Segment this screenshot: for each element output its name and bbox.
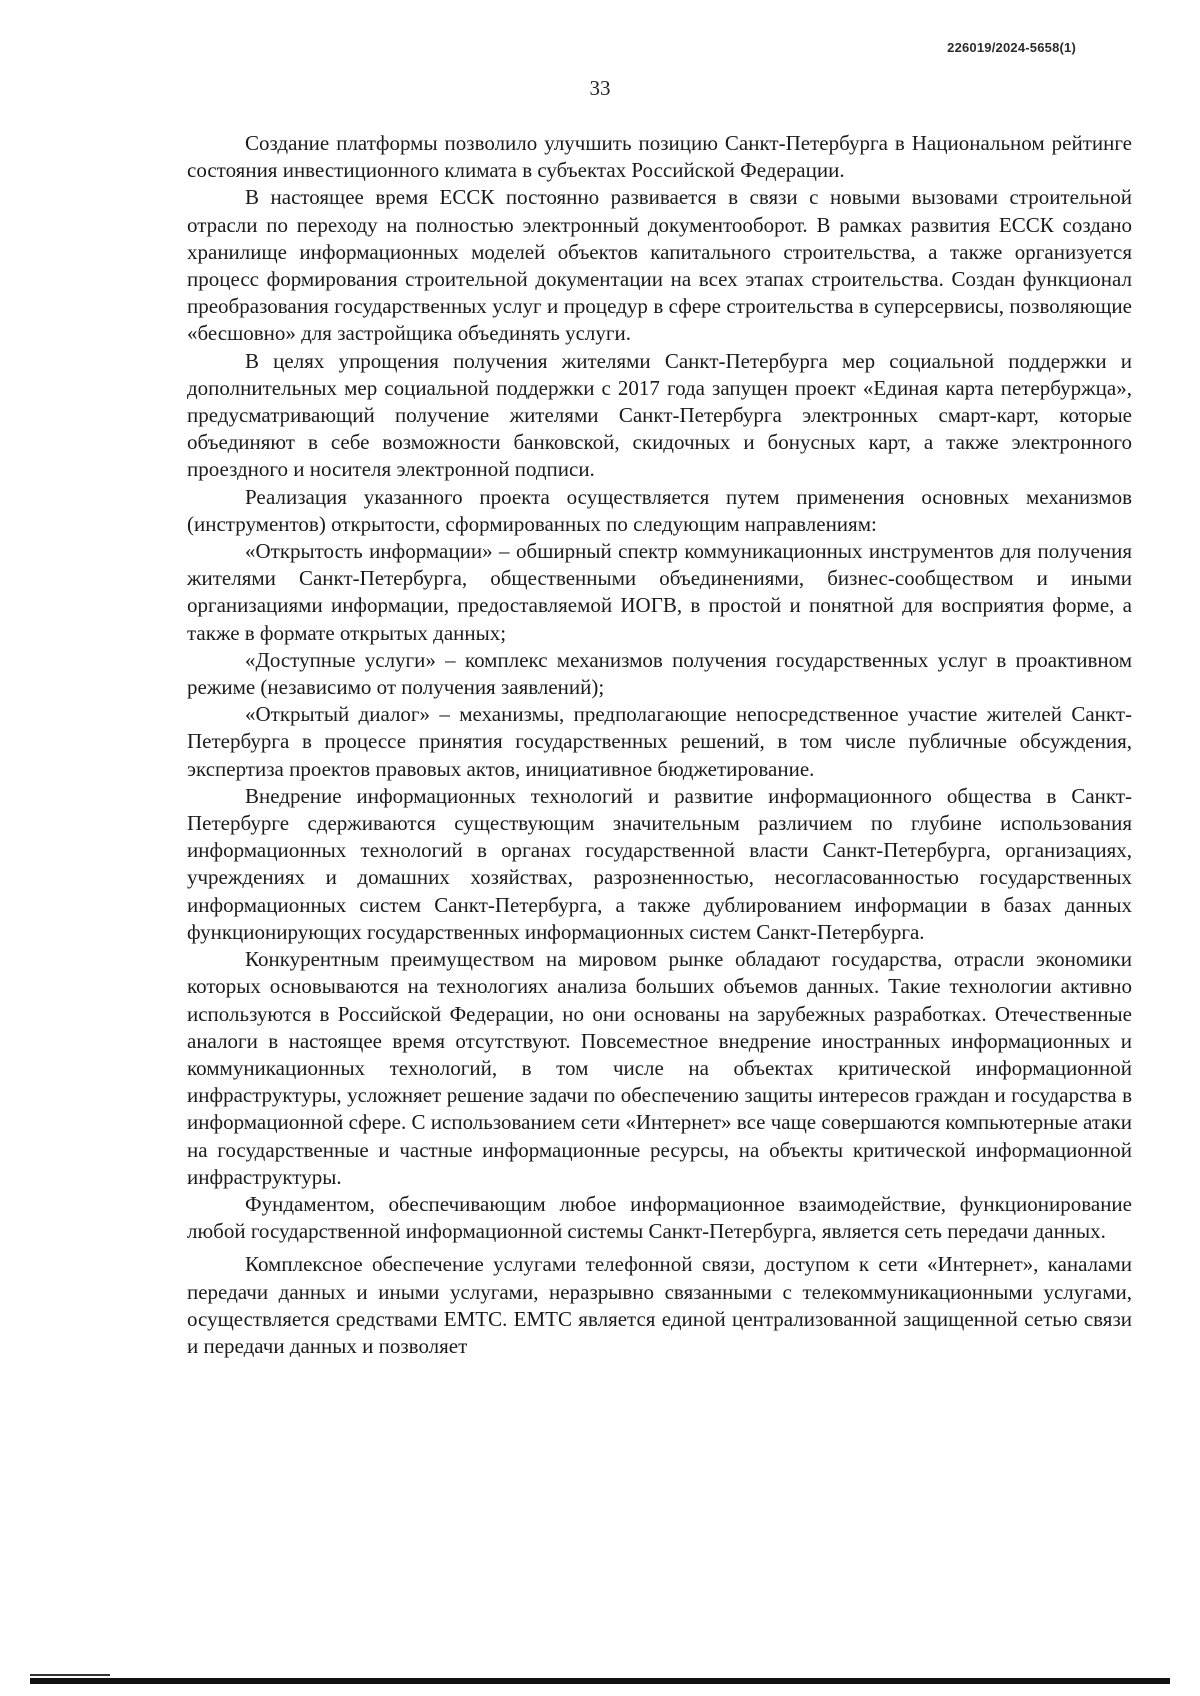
paragraph-openness-mechanisms: Реализация указанного проекта осуществляется путем применения основных механизмов (инструментов) открытости, сформированных по следующим направлениям: xyxy=(187,484,1132,536)
paragraph-open-information: «Открытость информации» – обширный спектр коммуникационных инструментов для получения жителями Санкт-Петербурга, общественными объединениями, бизнес-сообществом и иными организациями информации, предоставляемой ИОГВ, в простой и понятной для восприятия форме, а также в формате открытых данных; xyxy=(187,539,1132,645)
paragraph-competitive-advantage: Конкурентным преимуществом на мировом рынке обладают государства, отрасли экономики которых основываются на технологиях анализа больших объемов данных. Такие технологии активно используются в Российской Федерации, но они основаны на зарубежных разработках. Отечественные аналоги в настоящее время отсутствуют. Повсеместное внедрение иностранных информационных и коммуникационных технологий, в том числе на объектах критической информационной инфраструктуры, усложняет решение задачи по обеспечению защиты интересов граждан и государства в информационной сфере. С использованием сети «Интернет» все чаще совершаются компьютерные атаки на государственные и частные информационные ресурсы, на объекты критической информационной инфраструктуры. xyxy=(187,947,1132,1189)
paragraph-platform: Создание платформы позволило улучшить позицию Санкт-Петербурга в Национальном рейтинге состояния инвестиционного климата в субъектах Российской Федерации. xyxy=(187,131,1132,183)
scan-edge-line xyxy=(30,1678,1170,1684)
scan-edge-thin-line xyxy=(30,1674,110,1676)
paragraph-essk: В настоящее время ЕССК постоянно развивается в связи с новыми вызовами строительной отрасли по переходу на полностью электронный документооборот. В рамках развития ЕССК создано хранилище информационных моделей объектов капитального строительства, а также организуется процесс формирования строительной документации на всех этапах строительства. Создан функционал преобразования государственных услуг и процедур в сфере строительства в суперсервисы, позволяющие «бесшовно» для застройщика объединять услуги. xyxy=(187,185,1132,346)
paragraph-citizen-card: В целях упрощения получения жителями Санкт-Петербурга мер социальной поддержки и дополнительных мер социальной поддержки с 2017 года запущен проект «Единая карта петербуржца», предусматривающий получение жителями Санкт-Петербурга электронных смарт-карт, которые объединяют в себе возможности банковской, скидочных и бонусных карт, а также электронного проездного и носителя электронной подписи. xyxy=(187,348,1132,482)
paragraph-accessible-services: «Доступные услуги» – комплекс механизмов получения государственных услуг в проактивном режиме (независимо от получения заявлений); xyxy=(187,647,1132,700)
page-number: 33 xyxy=(589,76,611,100)
paragraph-data-network: Фундаментом, обеспечивающим любое информационное взаимодействие, функционирование любой государственной информационной системы Санкт-Петербурга, является сеть передачи данных. xyxy=(187,1191,1132,1244)
paragraph-open-dialogue: «Открытый диалог» – механизмы, предполагающие непосредственное участие жителей Санкт-Петербурга в процессе принятия государственных решений, в том числе публичные обсуждения, экспертиза проектов правовых актов, инициативное бюджетирование. xyxy=(187,702,1132,781)
paragraph-emts: Комплексное обеспечение услугами телефонной связи, доступом к сети «Интернет», каналами передачи данных и иными услугами, неразрывно связанными с телекоммуникационными услугами, осуществляется средствами ЕМТС. ЕМТС является единой централизованной защищенной сетью связи и передачи данных и позволяет xyxy=(187,1252,1132,1358)
document-registration-number: 226019/2024-5658(1) xyxy=(947,40,1076,55)
paragraph-it-adoption: Внедрение информационных технологий и развитие информационного общества в Санкт-Петербурге сдерживаются существующим значительным различием по глубине использования информационных технологий в органах государственной власти Санкт-Петербурга, организациях, учреждениях и домашних хозяйствах, разрозненностью, несогласованностью государственных информационных систем Санкт-Петербурга, а также дублированием информации в базах данных функционирующих государственных информационных систем Санкт-Петербурга. xyxy=(187,783,1132,944)
document-body xyxy=(187,130,1132,1360)
